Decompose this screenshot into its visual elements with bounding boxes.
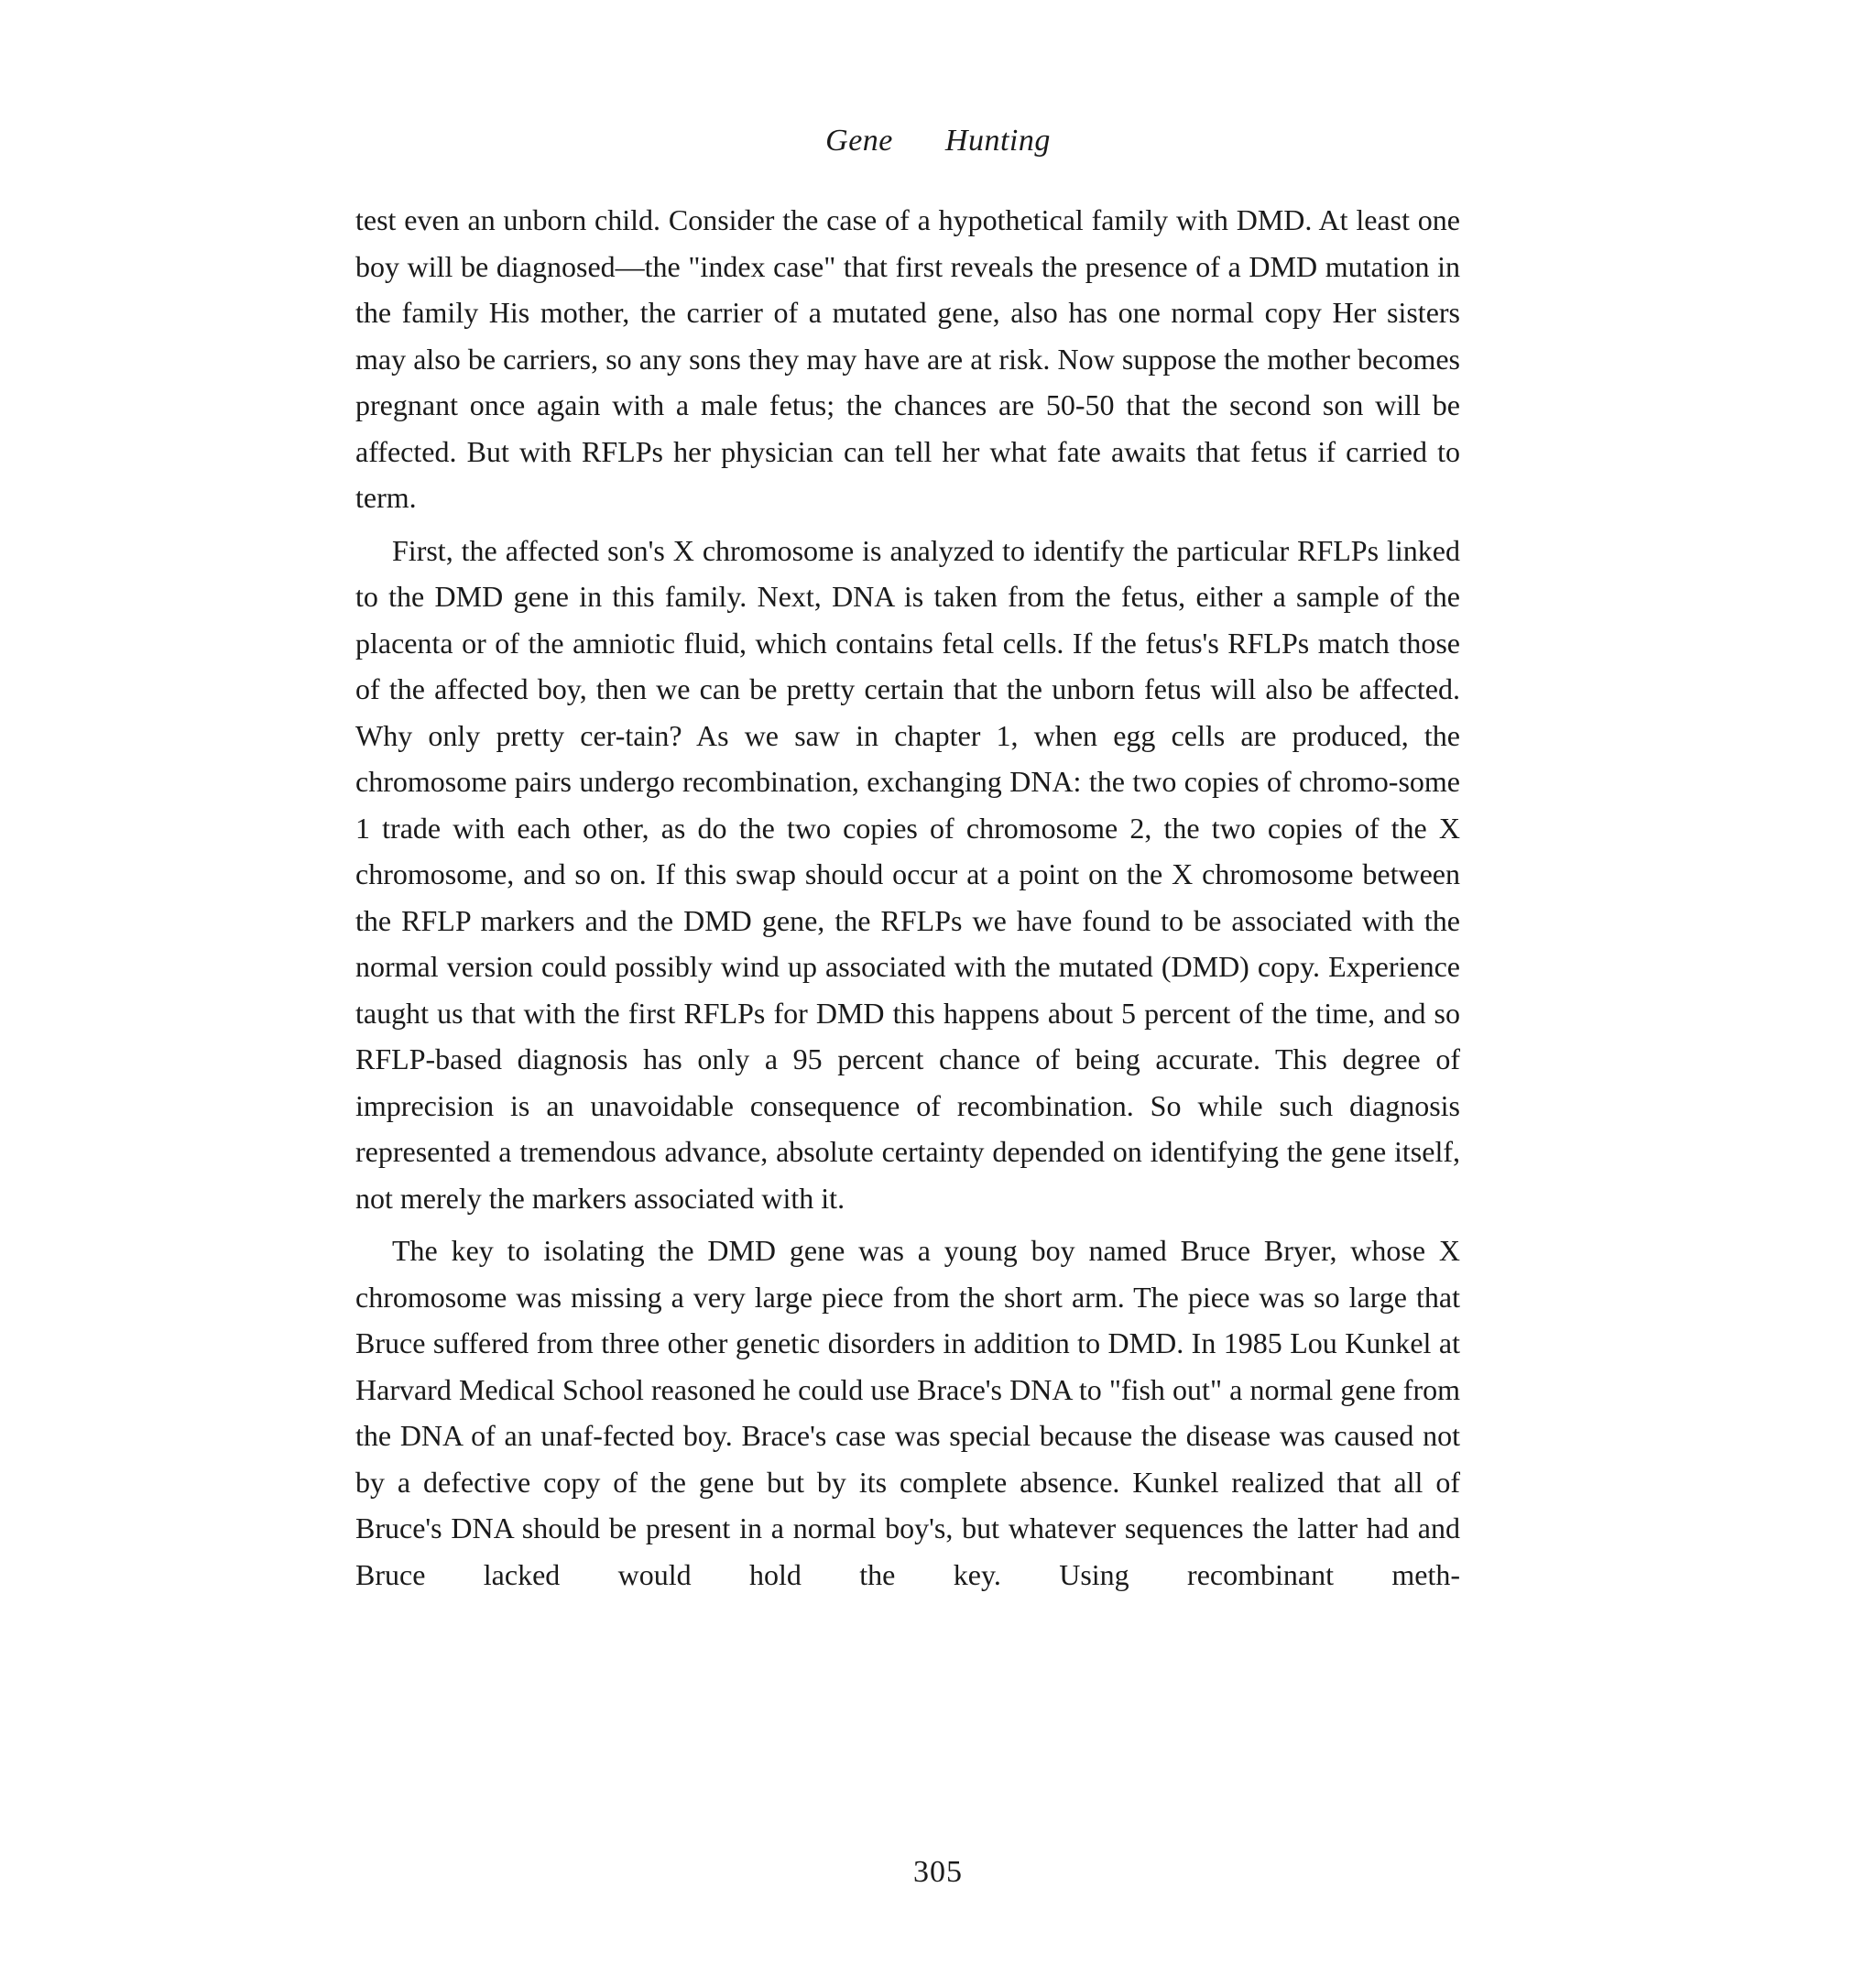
running-head-word-hunting: Hunting [944, 124, 1051, 158]
page-number: 305 [913, 1855, 963, 1889]
running-head-word-gene: Gene [825, 124, 893, 158]
paragraph-1: test even an unborn child. Consider the case of a hypothetical family with DMD. At least one boy will be diagnosed—the "index case" that first reveals the presence of a DMD mutation in the family His mother, the carrier of a mutated gene, also has one normal copy Her sisters may also be carriers, so any sons they may have are at risk. Now suppose the mother becomes pregnant once again with a male fetus; the chances are 50-50 that the second son will be affected. But with RFLPs her physician can tell her what fate awaits that fetus if carried to term. [355, 203, 1460, 514]
running-head [0, 124, 1876, 158]
paragraph-3: The key to isolating the DMD gene was a young boy named Bruce Bryer, whose X chromosome was missing a very large piece from the short arm. The piece was so large that Bruce suffered from three other genetic disorders in addition to DMD. In 1985 Lou Kunkel at Harvard Medical School reasoned he could use Brace's DNA to "fish out" a normal gene from the DNA of an unaf-fected boy. Brace's case was special because the disease was caused not by a defective copy of the gene but by its complete absence. Kunkel realized that all of Bruce's DNA should be present in a normal boy's, but whatever sequences the latter had and Bruce lacked would hold the key. Using recombinant meth- [355, 1234, 1460, 1591]
body-text [355, 197, 1460, 1598]
paragraph-2: First, the affected son's X chromosome is analyzed to identify the particular RFLPs linked to the DMD gene in this family. Next, DNA is taken from the fetus, either a sample of the placenta or of the amniotic fluid, which contains fetal cells. If the fetus's RFLPs match those of the affected boy, then we can be pretty certain that the unborn fetus will also be affected. Why only pretty cer-tain? As we saw in chapter 1, when egg cells are produced, the chromosome pairs undergo recombination, exchanging DNA: the two copies of chromo-some 1 trade with each other, as do the two copies of chromosome 2, the two copies of the X chromosome, and so on. If this swap should occur at a point on the X chromosome between the RFLP markers and the DMD gene, the RFLPs we have found to be associated with the normal version could possibly wind up associated with the mutated (DMD) copy. Experience taught us that with the first RFLPs for DMD this happens about 5 percent of the time, and so RFLP-based diagnosis has only a 95 percent chance of being accurate. This degree of imprecision is an unavoidable consequence of recombination. So while such diagnosis represented a tremendous advance, absolute certainty depended on identifying the gene itself, not merely the markers associated with it. [355, 533, 1460, 1215]
